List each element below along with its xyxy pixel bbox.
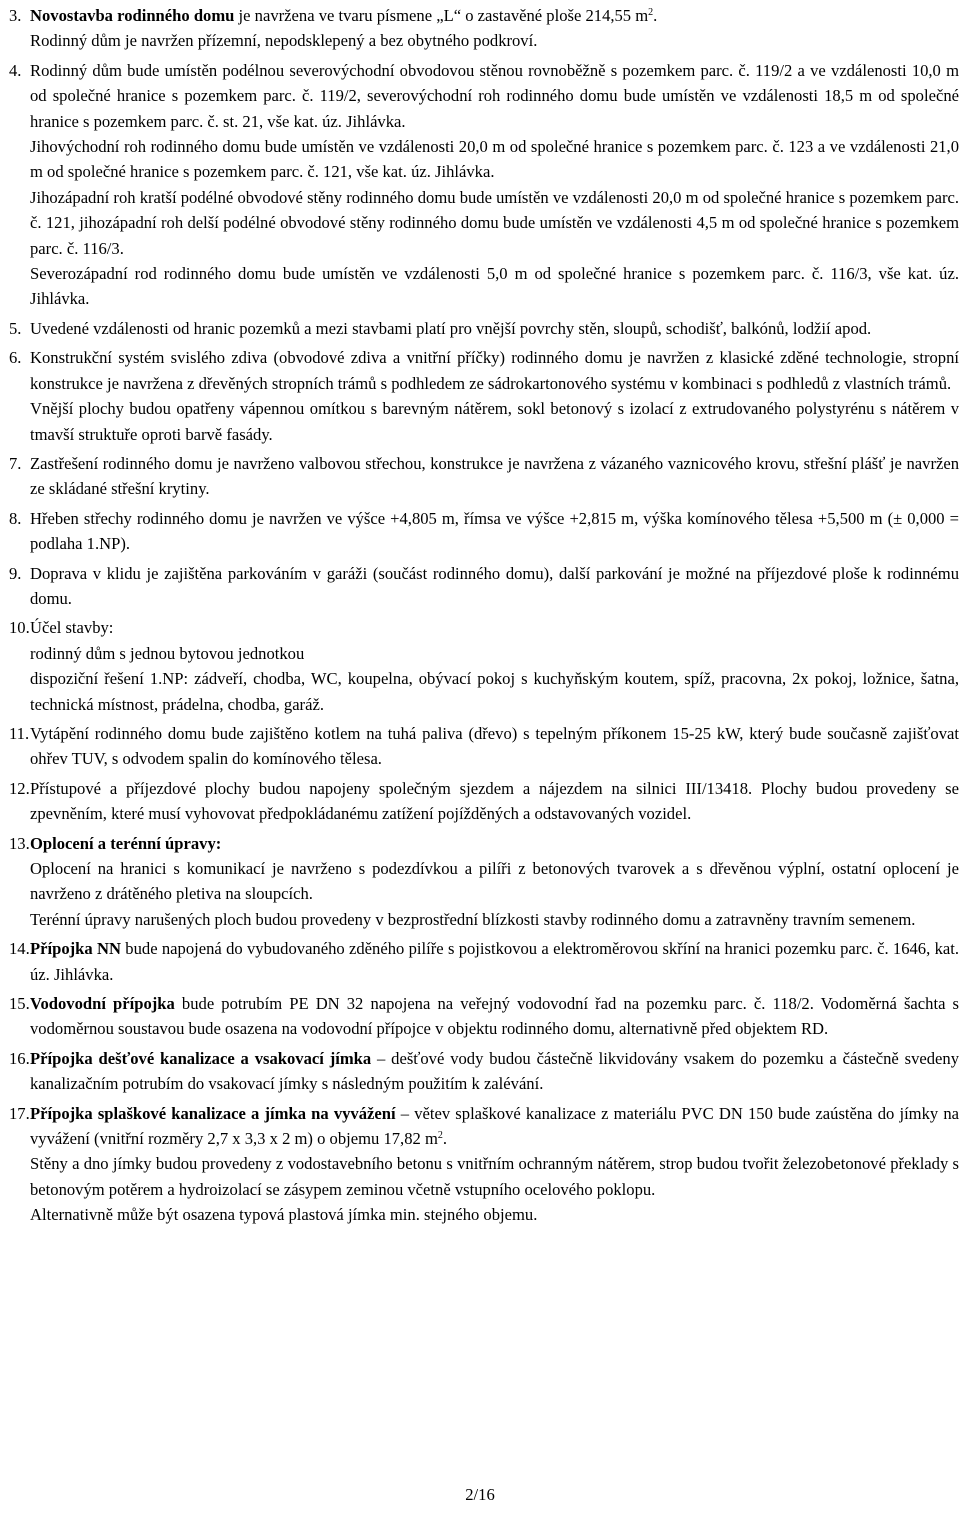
paragraph: rodinný dům s jednou bytovou jednotkou — [30, 643, 305, 663]
superscript: 2 — [437, 1130, 443, 1142]
list-item-4 — [9, 58, 959, 312]
list-item-14 — [9, 936, 959, 987]
item-body — [30, 506, 959, 557]
paragraph: Alternativně může být osazena typová plastová jímka min. stejného objemu. — [30, 1205, 538, 1225]
paragraph: Stěny a dno jímky budou provedeny z vodostavebního betonu s vnitřním ochranným nátěrem, strop budou tvořit železobetonové překlady s betonovým potěrem a hydroizolací se zásypem zeminou včetně vstupního ocelového poklopu. — [30, 1154, 959, 1199]
item-number: 17. — [9, 1103, 30, 1123]
superscript: 2 — [648, 7, 654, 18]
text-run: bude potrubím PE DN 32 napojena na veřejný vodovodní řad na pozemku parc. č. 118/2. Vodoměrná šachta s vodoměrnou soustavou bude osazena na vodovodní přípojce v objektu rodinného domu, alternativně před objektem RD. — [30, 994, 959, 1039]
item-number: 6. — [9, 348, 22, 368]
bold-phrase: Přípojka dešťové kanalizace a vsakovací jímka — [30, 1048, 372, 1068]
item-number: 13. — [9, 833, 30, 853]
list-item-13 — [9, 831, 959, 933]
text-run: . — [653, 6, 658, 25]
item-body — [30, 1046, 959, 1097]
paragraph: Uvedené vzdálenosti od hranic pozemků a mezi stavbami platí pro vnější povrchy stěn, sloupů, schodišť, balkónů, lodžií apod. — [30, 318, 872, 338]
text-run: bude napojená do vybudovaného zděného pilíře s pojistkovou a elektroměrovou skříní na hranici pozemku parc. č. 1646, kat. úz. Jihlávka. — [30, 939, 959, 984]
item-body — [30, 345, 959, 447]
paragraph — [30, 936, 959, 987]
list-item-17 — [9, 1101, 959, 1228]
item-body — [30, 831, 959, 933]
list-item-7 — [9, 451, 959, 502]
paragraph: Účel stavby: — [30, 618, 114, 638]
item-number: 8. — [9, 508, 22, 528]
item-body — [30, 561, 959, 612]
paragraph — [30, 991, 959, 1042]
paragraph — [30, 1101, 959, 1152]
paragraph: Zastřešení rodinného domu je navrženo valbovou střechou, konstrukce je navržena z vázaného vaznicového krovu, střešní plášť je navržen ze skládané střešní krytiny. — [30, 453, 959, 499]
paragraph: Rodinný dům bude umístěn podélnou severovýchodní obvodovou stěnou rovnoběžně s pozemkem parc. č. 119/2 a ve vzdálenosti 10,0 m od společné hranice s pozemkem parc. č. 119/2, severovýchodní roh rodinného domu bude umístěn ve vzdálenosti 18,5 m od společné hranice s pozemkem parc. č. st. 21, vše kat. úz. Jihlávka. — [30, 60, 959, 131]
paragraph: Vnější plochy budou opatřeny vápennou omítkou s barevným nátěrem, sokl betonový s izolací z extrudovaného polystyrénu s nátěrem v tmavší struktuře oproti barvě fasády. — [30, 399, 959, 444]
item-body — [30, 316, 959, 341]
list-item-8 — [9, 506, 959, 557]
item-number: 9. — [9, 563, 22, 583]
paragraph: Severozápadní rod rodinného domu bude umístěn ve vzdálenosti 5,0 m od společné hranice s pozemkem parc. č. 116/3, vše kat. úz. Jihlávka. — [30, 264, 959, 309]
paragraph: Přístupové a příjezdové plochy budou napojeny společným sjezdem a nájezdem na silnici III/13418. Plochy budou provedeny se zpevněním, které musí vyhovovat předpokládanému zatížení pojížděných a odstavovaných vozidel. — [30, 778, 959, 824]
bold-phrase: Přípojka NN — [30, 939, 121, 959]
paragraph: Jihovýchodní roh rodinného domu bude umístěn ve vzdálenosti 20,0 m od společné hranice s pozemkem parc. č. 123 a ve vzdálenosti 21,0 m od společné hranice s pozemkem parc. č. 121, vše kat. úz. Jihlávka. — [30, 137, 959, 182]
bold-phrase: Vodovodní přípojka — [30, 994, 175, 1014]
section-title: Oplocení a terénní úpravy: — [30, 833, 222, 853]
text-run: . — [442, 1129, 448, 1149]
paragraph: Doprava v klidu je zajištěna parkováním v garáži (součást rodinného domu), další parkování je možné na příjezdové ploše k rodinnému domu. — [30, 563, 959, 608]
list-item-15 — [9, 991, 959, 1042]
item-number: 15. — [9, 994, 30, 1014]
bold-phrase: Novostavba rodinného domu — [30, 6, 235, 25]
item-number: 12. — [9, 778, 30, 798]
paragraph — [30, 3, 959, 28]
paragraph: Jihozápadní roh kratší podélné obvodové stěny rodinného domu bude umístěn ve vzdálenosti 20,0 m od společné hranice s pozemkem parc. č. 121, jihozápadní roh delší podélné obvodové stěny rodinného domu bude umístěn ve vzdálenosti 4,5 m od společné hranice s pozemkem parc. č. 116/3. — [30, 187, 959, 258]
item-body — [30, 615, 959, 717]
paragraph: Vytápění rodinného domu bude zajištěno kotlem na tuhá paliva (dřevo) s tepelným příkonem 15-25 kW, který bude současně zajišťovat ohřev TUV, s odvodem spalin do komínového tělesa. — [30, 723, 959, 769]
text-run: je navržena ve tvaru písmene „L“ o zastavěné ploše 214,55 m — [234, 6, 649, 25]
item-number: 5. — [9, 318, 22, 338]
item-body — [30, 776, 959, 827]
page-number: 2/16 — [465, 1485, 495, 1504]
paragraph: Oplocení na hranici s komunikací je navrženo s podezdívkou a pilíři z betonových tvarovek a s dřevěnou výplní, ostatní oplocení je navrženo z drátěného pletiva na sloupcích. — [30, 859, 959, 904]
item-body — [30, 936, 959, 987]
list-item-16 — [9, 1046, 959, 1097]
text-run: – větev splaškové kanalizace z materiálu PVC DN 150 bude zaústěna do jímky na vyvážení (vnitřní rozměry 2,7 x 3,3 x 2 m) o objemu 17,82 m — [30, 1103, 960, 1149]
item-number: 4. — [9, 60, 22, 80]
item-body — [30, 991, 959, 1042]
document-body — [9, 3, 959, 1228]
paragraph: dispoziční řešení 1.NP: zádveří, chodba, WC, koupelna, obývací pokoj s kuchyňským koutem, spíž, pracovna, 2x pokoj, ložnice, šatna, technická místnost, prádelna, chodba, garáž. — [30, 669, 959, 714]
bold-phrase: Přípojka splaškové kanalizace a jímka na vyvážení — [30, 1103, 396, 1123]
list-item-9 — [9, 561, 959, 612]
list-item-12 — [9, 776, 959, 827]
item-number: 11. — [9, 723, 30, 743]
item-number: 7. — [9, 453, 22, 473]
item-body — [30, 721, 959, 772]
list-item-6 — [9, 345, 959, 447]
list-item-3 — [9, 3, 959, 54]
item-number: 3. — [9, 6, 22, 25]
item-body — [30, 3, 959, 54]
item-body — [30, 58, 959, 312]
paragraph: Terénní úpravy narušených ploch budou provedeny v bezprostřední blízkosti stavby rodinného domu a zatravněny travním semenem. — [30, 909, 916, 929]
item-body — [30, 451, 959, 502]
item-body — [30, 1101, 959, 1228]
paragraph — [30, 1046, 959, 1097]
list-item-11 — [9, 721, 959, 772]
paragraph: Rodinný dům je navržen přízemní, nepodsklepený a bez obytného podkroví. — [30, 31, 538, 51]
text-run: – dešťové vody budou částečně likvidovány vsakem do pozemku a částečně svedeny kanalizačním potrubím do vsakovací jímky s následným použitím k zalévání. — [30, 1048, 960, 1094]
paragraph: Konstrukční systém svislého zdiva (obvodové zdiva a vnitřní příčky) rodinného domu je navržen z klasické zděné technologie, stropní konstrukce je navržena z dřevěných stropních trámů s podhledem ze sádrokartonového systému v kombinaci s podhledů z vlastních trámů. — [30, 348, 959, 393]
list-item-5 — [9, 316, 959, 341]
paragraph: Hřeben střechy rodinného domu je navržen ve výšce +4,805 m, římsa ve výšce +2,815 m, výška komínového tělesa +5,500 m (± 0,000 = podlaha 1.NP). — [30, 508, 959, 554]
item-number: 16. — [9, 1048, 30, 1068]
item-number: 10. — [9, 618, 30, 638]
item-number: 14. — [9, 939, 30, 959]
list-item-10 — [9, 615, 959, 717]
